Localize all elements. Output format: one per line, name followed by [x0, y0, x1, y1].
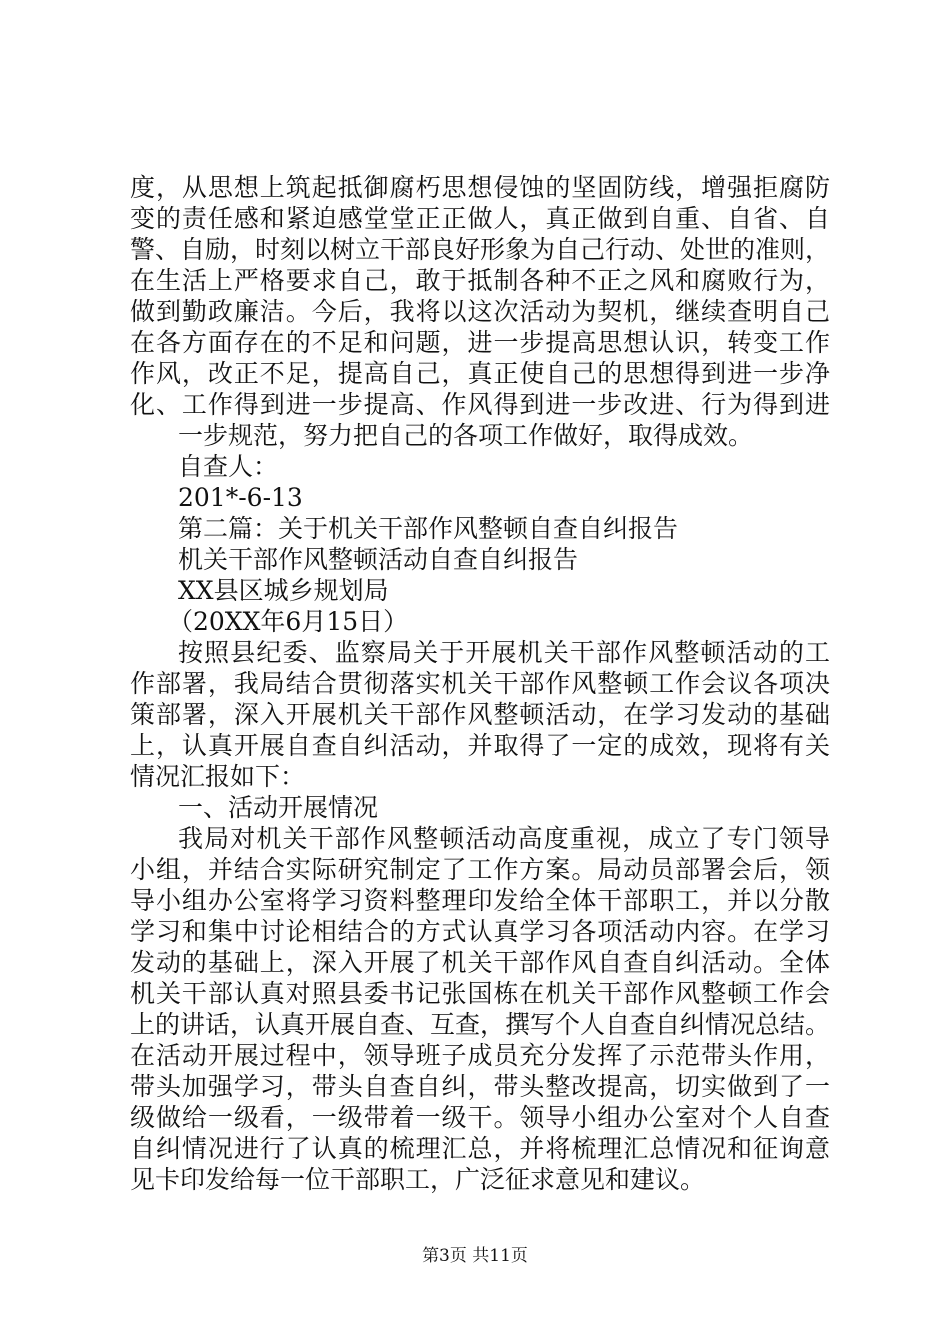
- paragraph-1-line: 在各方面存在的不足和问题，进一步提高思想认识，转变工作: [130, 328, 830, 357]
- paragraph-3-line: 带头加强学习，带头自查自纠，带头整改提高，切实做到了一: [130, 1072, 830, 1101]
- paragraph-2-line: 上，认真开展自查自纠活动，并取得了一定的成效，现将有关: [130, 731, 830, 760]
- paragraph-3-line: 在活动开展过程中，领导班子成员充分发挥了示范带头作用，: [130, 1041, 830, 1070]
- paragraph-1-line: 化、工作得到进一步提高、作风得到进一步改进、行为得到进: [130, 390, 830, 419]
- paragraph-1-line: 变的责任感和紧迫感堂堂正正做人，真正做到自重、自省、自: [130, 204, 830, 233]
- report-date: （20XX年6月15日）: [168, 607, 409, 636]
- paragraph-1-line: 做到勤政廉洁。今后，我将以这次活动为契机，继续查明自己: [130, 297, 830, 326]
- paragraph-3-line: 级做给一级看，一级带着一级干。领导小组办公室对个人自查: [130, 1103, 830, 1132]
- organization-name: XX县区城乡规划局: [178, 576, 389, 605]
- paragraph-1-continuation: 一步规范，努力把自己的各项工作做好，取得成效。: [178, 421, 754, 450]
- paragraph-3-line: 机关干部认真对照县委书记张国栋在机关干部作风整顿工作会: [130, 979, 830, 1008]
- paragraph-3-line: 我局对机关干部作风整顿活动高度重视，成立了专门领导: [178, 824, 830, 853]
- paragraph-3-line: 学习和集中讨论相结合的方式认真学习各项活动内容。在学习: [130, 917, 830, 946]
- signer-date: 201*-6-13: [178, 483, 303, 512]
- paragraph-2-line: 按照县纪委、监察局关于开展机关干部作风整顿活动的工: [178, 638, 830, 667]
- paragraph-1-line: 在生活上严格要求自己，敢于抵制各种不正之风和腐败行为，: [130, 266, 830, 295]
- paragraph-1-line: 警、自励，时刻以树立干部良好形象为自己行动、处世的准则，: [130, 235, 831, 264]
- paragraph-2-line: 情况汇报如下：: [130, 762, 306, 791]
- section-1-heading: 一、活动开展情况: [178, 793, 379, 822]
- page-number-footer: 第3页 共11页: [422, 1246, 528, 1266]
- part-two-title: 第二篇：关于机关干部作风整顿自查自纠报告: [178, 514, 679, 543]
- report-title: 机关干部作风整顿活动自查自纠报告: [178, 545, 579, 574]
- signer-label: 自查人：: [178, 452, 279, 481]
- paragraph-1-line: 作风，改正不足，提高自己，真正使自己的思想得到进一步净: [130, 359, 830, 388]
- paragraph-3-line: 小组，并结合实际研究制定了工作方案。局动员部署会后，领: [130, 855, 830, 884]
- paragraph-3-line: 发动的基础上，深入开展了机关干部作风自查自纠活动。全体: [130, 948, 830, 977]
- paragraph-3-line: 见卡印发给每一位干部职工，广泛征求意见和建议。: [130, 1165, 706, 1194]
- paragraph-1-line: 度，从思想上筑起抵御腐朽思想侵蚀的坚固防线，增强拒腐防: [130, 173, 830, 202]
- paragraph-2-line: 策部署，深入开展机关干部作风整顿活动，在学习发动的基础: [130, 700, 830, 729]
- paragraph-3-line: 自纠情况进行了认真的梳理汇总，并将梳理汇总情况和征询意: [130, 1134, 830, 1163]
- paragraph-3-line: 导小组办公室将学习资料整理印发给全体干部职工，并以分散: [130, 886, 830, 915]
- paragraph-2-line: 作部署，我局结合贯彻落实机关干部作风整顿工作会议各项决: [130, 669, 830, 698]
- paragraph-3-line: 上的讲话，认真开展自查、互查，撰写个人自查自纠情况总结。: [130, 1010, 831, 1039]
